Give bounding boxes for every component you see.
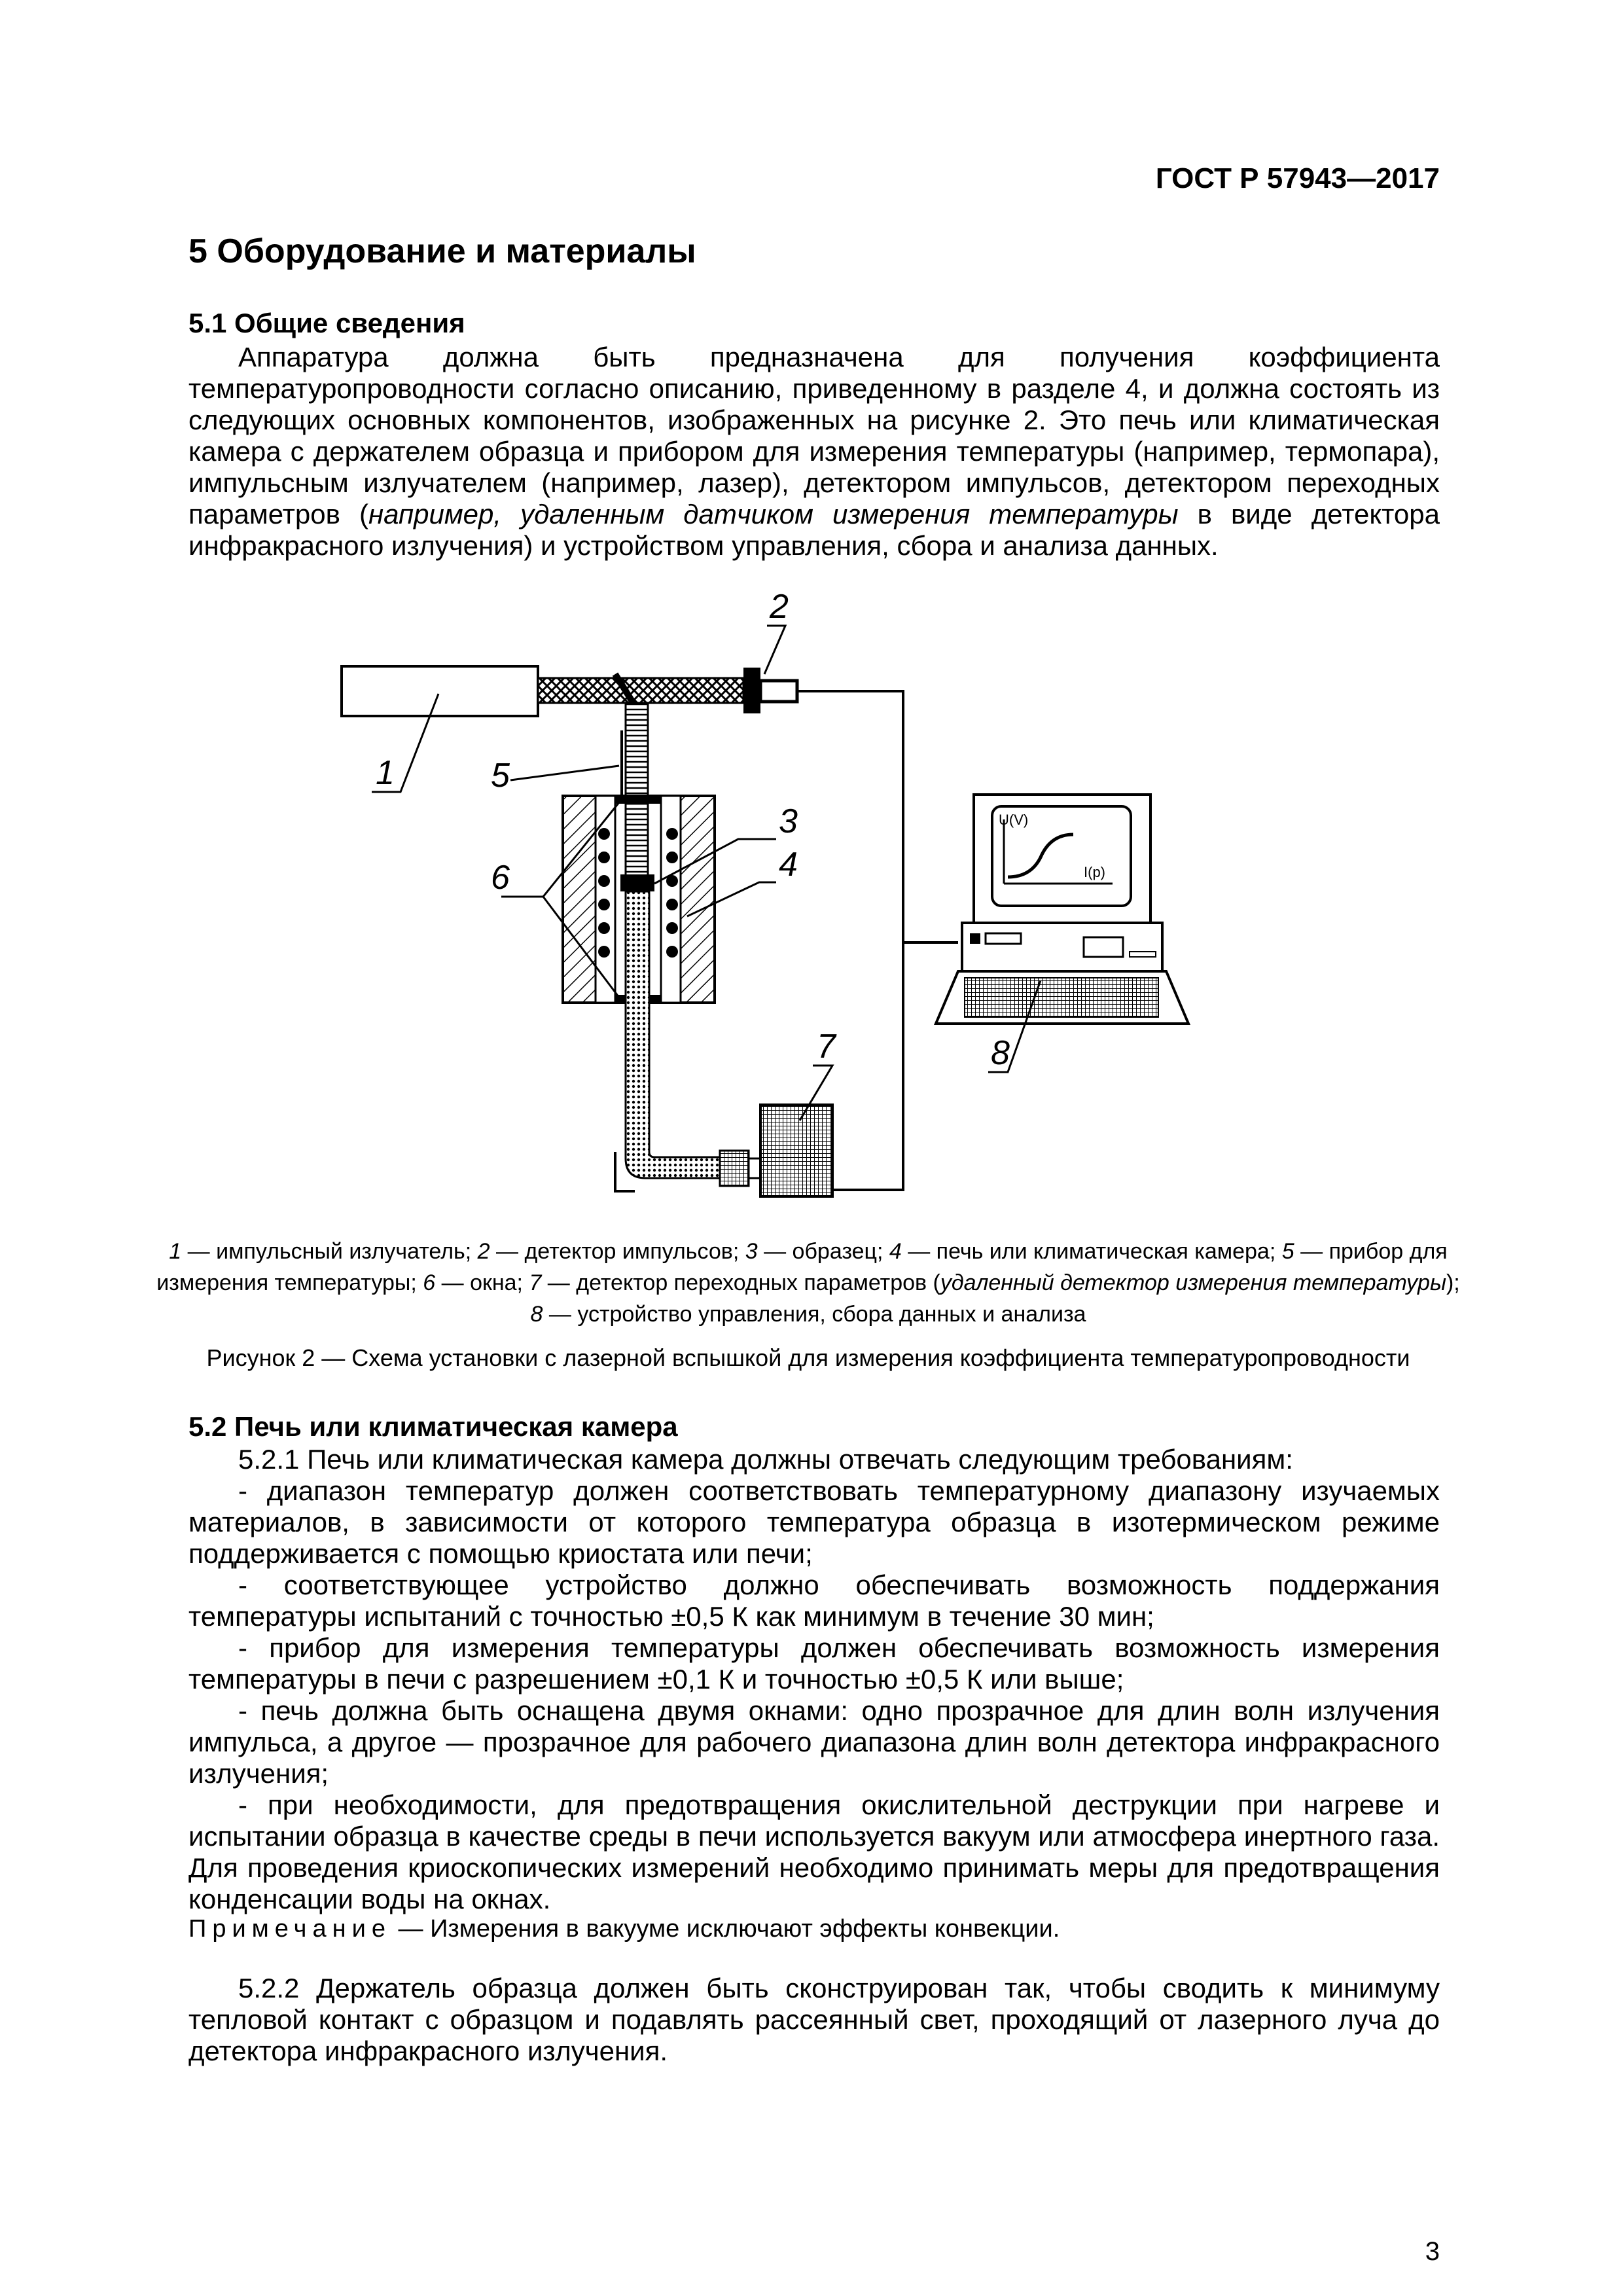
note [188,1915,1440,1943]
subsection-5-1-title: 5.1 Общие сведения [188,308,465,338]
computer [936,795,1188,1024]
laser-flash-setup-diagram [327,576,1296,1224]
clause-5-2-1: 5.2.1 Печь или климатическая камера должны отвечать следующим требованиям: [238,1444,1293,1475]
note-text: — Измерения в вакууме исключают эффекты конвекции. [391,1915,1060,1943]
figure-label-4: 4 [779,846,798,884]
laser-beam [538,674,743,706]
figure-label-5: 5 [491,757,510,795]
subsection-5-2-title: 5.2 Печь или климатическая камера [188,1411,678,1442]
figure-legend: 1 — импульсный излучатель; 2 — детектор импульсов; 3 — образец; 4 — печь или климатическая камера; 5 — прибор для измерения температуры; 6 — окна; 7 — детектор переходных параметров (удаленный детектор измерения температуры); 8 — устройство управления, сбора данных и анализа [156,1239,1460,1327]
pulse-emitter [342,666,538,716]
screen-x-axis-label: I(p) [1084,864,1105,880]
sample [620,874,654,891]
subsection-5-1-paragraph: Аппаратура должна быть предназначена для получения коэффициента температуропроводности согласно описанию, приведенному в разделе 4, и должна состоять из следующих основных компонентов, изображенных на рисунке 2. Это печь или климатическая камера с держателем образца и прибором для измерения температуры (например, термопара), импульсным излучателем (например, лазер), детектором импульсов, детектором переходных параметров (например, удаленным датчиком измерения температуры в виде детектора инфракрасного излучения) и устройством управления, сбора и анализа данных. [188,342,1440,561]
note-label: Примечание [188,1915,391,1943]
requirement-item: - печь должна быть оснащена двумя окнами: одно прозрачное для длин волн излучения импульса, а другое — прозрачное для рабочего диапазона длин волн детектора инфракрасного излучения; [188,1695,1440,1789]
figure-label-1: 1 [376,754,395,792]
figure-label-3: 3 [779,802,798,840]
figure-label-8: 8 [991,1034,1010,1072]
transient-detector [760,1105,832,1196]
requirement-item: - прибор для измерения температуры должен обеспечивать возможность измерения температуры в печи с разрешением ±0,1 К и точностью ±0,5 К или выше; [188,1632,1440,1695]
subsection-5-2-body [188,1444,1440,1915]
pulse-detector [743,668,797,713]
document-id: ГОСТ Р 57943—2017 [1155,162,1440,194]
screen-y-axis-label: U(V) [999,812,1029,828]
page-number: 3 [1425,2237,1440,2266]
figure-label-2: 2 [770,588,789,626]
requirement-item: - соответствующее устройство должно обеспечивать возможность поддержания температуры испытаний с точностью ±0,5 К как минимум в течение 30 мин; [188,1570,1440,1632]
section-title: 5 Оборудование и материалы [188,232,696,270]
clause-5-2-2: 5.2.2 Держатель образца должен быть сконструирован так, чтобы сводить к минимуму тепловой контакт с образцом и подавлять рассеянный свет, проходящий от лазерного луча до детектора инфракрасного излучения. [188,1973,1440,2066]
beam-in-furnace [626,804,648,876]
detector-coupling [720,1151,749,1186]
figure-label-6: 6 [491,859,510,897]
requirement-item: - диапазон температур должен соответствовать температурному диапазону изучаемых материалов, в зависимости от которого температура образца в изотермическом режиме поддерживается с помощью криостата или печи; [188,1475,1440,1569]
requirement-item: - при необходимости, для предотвращения окислительной деструкции при нагреве и испытании образца в качестве среды в печи используется вакуум или атмосфера инертного газа. Для проведения криоскопических измерений необходимо принимать меры для предотвращения конденсации воды на окнах. [188,1789,1440,1914]
figure-title: Рисунок 2 — Схема установки с лазерной вспышкой для измерения коэффициента температуропроводности [206,1344,1410,1371]
detector-coupling-ring [749,1158,760,1178]
figure-label-7: 7 [817,1028,836,1066]
